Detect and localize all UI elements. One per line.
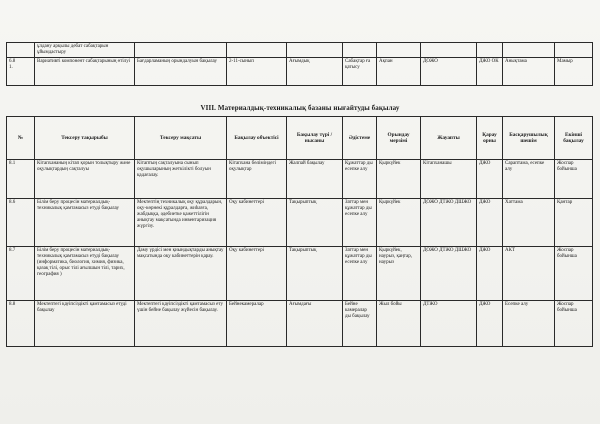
- cell-second-control: Жоспар бойынша: [555, 301, 593, 347]
- cell-method: Сабақтар ға қатысу: [343, 58, 377, 86]
- table-header-row: [7, 117, 593, 160]
- cell-goal: Кітаптың сақталуына сынып оқушыларының жеткілікті болуын қадағалау.: [135, 160, 227, 199]
- cell-type: Тақырыптық: [287, 199, 343, 247]
- cell-decision: АКТ: [503, 247, 555, 301]
- table-row: [7, 160, 593, 199]
- cell-term: Қыркүйек, наурыз, қаңтар, наурыз: [377, 247, 421, 301]
- header-num: №: [7, 117, 35, 160]
- cell-responsible: ДТЖО: [421, 301, 477, 347]
- row-number: 8.8: [7, 301, 35, 347]
- cell-term: Қыркүйек: [377, 199, 421, 247]
- cell-topic: Білім беру процесін материалдық-техникалық қамтамасыз етуді бақылау: [35, 199, 135, 247]
- header-responsible: Жауапты: [421, 117, 477, 160]
- cell-meeting: ДЖО: [477, 247, 503, 301]
- cell-object: 2-11-сынып: [227, 58, 287, 86]
- cell-decision: Анықтама: [503, 58, 555, 86]
- header-type: Бақылау түрі / нысаны: [287, 117, 343, 160]
- cell-second-control: Қантар: [555, 199, 593, 247]
- cell-type: Жалпай бақылау: [287, 160, 343, 199]
- cell-responsible: Кітапханашы: [421, 160, 477, 199]
- header-goal: Тексеру мақсаты: [135, 117, 227, 160]
- cell-second-control: Мамыр: [555, 58, 593, 86]
- cell-responsible: ДОЖО ДТЖО ДШЖО: [421, 247, 477, 301]
- plan-table-continuation: [6, 42, 593, 86]
- header-object: Бақылау объектісі: [227, 117, 287, 160]
- cell-goal: Бағдарламаның орындалуын бақылау: [135, 58, 227, 86]
- row-number: 6.8 1.: [7, 58, 35, 86]
- cell-second-control: Жоспар бойынша: [555, 247, 593, 301]
- cell-goal: Даму үрдісі мен қиындықтарды анықтау мақсатында оқу кабинеттерін қарау.: [135, 247, 227, 301]
- table-row: [7, 58, 593, 86]
- cell-text: ұлдану арқылы дебат сабақтарын ұйымдастыру: [35, 43, 135, 58]
- header-topic: Тексеру тақырыбы: [35, 117, 135, 160]
- cell-method: Заттар мен құжаттар ды есепке алу: [343, 247, 377, 301]
- cell-type: Ағымдағы: [287, 301, 343, 347]
- cell-meeting: ДЖО: [477, 301, 503, 347]
- cell-responsible: ДОЖО ДТЖО ДШЖО: [421, 199, 477, 247]
- cell-type: Ағымдық: [287, 58, 343, 86]
- cell-meeting: ДЖО ОК: [477, 58, 503, 86]
- cell-term: Ақпан: [377, 58, 421, 86]
- header-term: Орындау мерзімі: [377, 117, 421, 160]
- cell-topic: Білім беру процесін материалдық-техникалық қамтамасыз етуді бақылау (информатика, биология, химия, физика, қазақ тілі, орыс тілі ағылшын тілі, тарих, география ): [35, 247, 135, 301]
- cell-second-control: Жоспар бойынша: [555, 160, 593, 199]
- cell-goal: Мектептің техникалық оқу құралдарын, оқу-көрнекі құралдарға, жиһазға, жабдыққа, әдебиетке қажеттілігін анықтау мақсатында инвентаризация жүргізу.: [135, 199, 227, 247]
- cell-decision: Есепке алу: [503, 301, 555, 347]
- row-number: 8.6: [7, 199, 35, 247]
- cell-goal: Мектептегі қауіпсіздікті қамтамасыз ету үшін бейне бақылау жүйесін бақылау.: [135, 301, 227, 347]
- cell-method: Заттар мен құжаттар ды есепке алу: [343, 199, 377, 247]
- cell-topic: Мектептегі қауіпсіздікті қамтамасыз етуді бақылау: [35, 301, 135, 347]
- row-number: 8.7: [7, 247, 35, 301]
- cell-decision: Хаттама: [503, 199, 555, 247]
- cell-meeting: ДЖО: [477, 199, 503, 247]
- header-meeting: Қарау орны: [477, 117, 503, 160]
- table-row: [7, 247, 593, 301]
- cell-method: Құжаттар ды есепке алу: [343, 160, 377, 199]
- cell-responsible: ДОЖО: [421, 58, 477, 86]
- cell-object: Кітапхана бөліміндегі оқулықтар: [227, 160, 287, 199]
- table-row: [7, 301, 593, 347]
- section-title: VIII. Материалдық-техникалық базаны нығайтуды бақылау: [200, 104, 400, 112]
- cell-method: Бейне камералар ды бақылау: [343, 301, 377, 347]
- cell-term: Жыл бойы: [377, 301, 421, 347]
- cell-topic: Вариативті компонент сабақтарының өтілуі: [35, 58, 135, 86]
- cell-object: Бейнекамералар: [227, 301, 287, 347]
- table-row: [7, 199, 593, 247]
- table-row: [7, 43, 593, 58]
- cell-meeting: ДЖО: [477, 160, 503, 199]
- cell-type: Тақырыптық: [287, 247, 343, 301]
- cell-term: Қыркүйек: [377, 160, 421, 199]
- cell-object: Оқу кабинеттері: [227, 199, 287, 247]
- cell-topic: Кітапхананың кітап қорын толықтыру және оқулықтардың сақталуы: [35, 160, 135, 199]
- header-second-control: Екінші бақылау: [555, 117, 593, 160]
- header-method: Әдістеме: [343, 117, 377, 160]
- control-plan-table: [6, 116, 593, 347]
- cell-object: Оқу кабинеттері: [227, 247, 287, 301]
- header-decision: Басқарушылық шешім: [503, 117, 555, 160]
- row-number: 8.1: [7, 160, 35, 199]
- cell-decision: Сараптама, есепке алу: [503, 160, 555, 199]
